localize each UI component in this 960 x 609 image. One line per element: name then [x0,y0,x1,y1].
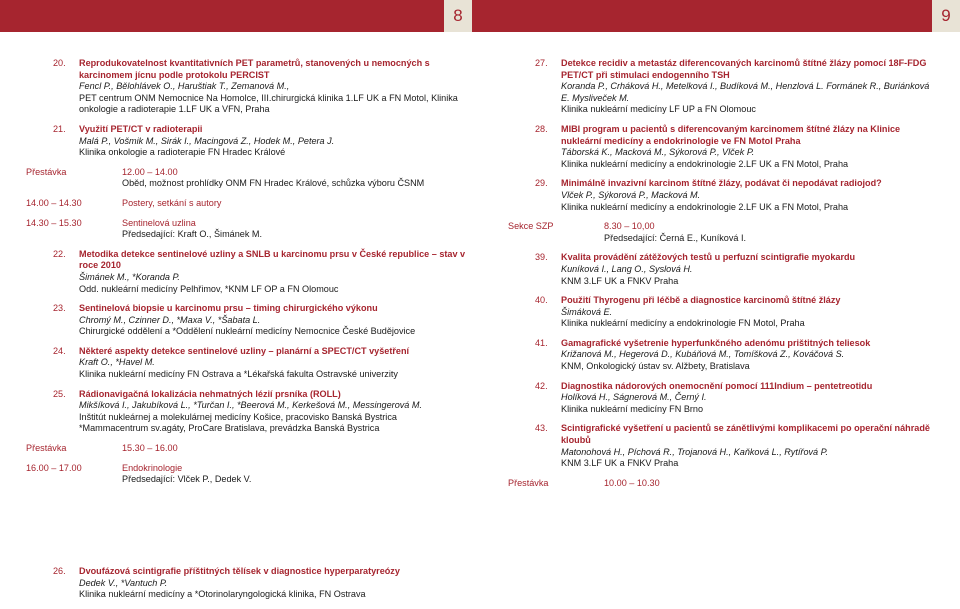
session-chair: Předsedající: Černá E., Kuníková I. [604,232,747,243]
item-authors: Kraft O., *Havel M. [79,357,155,368]
program-item [508,423,938,469]
left-column-bottom [26,566,466,609]
schedule-entry [26,167,466,190]
program-item [26,389,466,435]
session-title: Endokrinologie [122,462,183,473]
item-number: 39. [535,252,548,263]
item-authors: Mikšíková I., Jakubíková L., *Turčan I., *Beerová M., Kerkešová M., Messingerová M. [79,400,422,411]
schedule-entry [26,463,466,486]
item-institution: Chirurgické oddělení a *Oddělení nukleární medicíny Nemocnice České Budějovice [79,326,416,337]
item-institution: Klinika nukleární medicíny a endokrinologie 2.LF UK a FN Motol, Praha [561,201,849,212]
item-title: Rádionavigačná lokalizácia nehmatných lézií prsníka (ROLL) [79,388,341,399]
item-number: 29. [535,178,548,189]
session-chair: Předsedající: Vlček P., Dedek V. [122,474,252,485]
item-title: Scintigrafické vyšetření u pacientů se zánětlivými komplikacemi po operační náhradě kloubů [561,423,930,446]
program-item [26,249,466,295]
item-number: 22. [53,248,66,259]
top-bar [0,0,960,32]
item-title: Dvoufázová scintigrafie příštitných tělísek v diagnostice hyperparatyreózy [79,566,400,576]
program-item [508,58,938,116]
schedule-time: 16.00 – 17.00 [26,462,82,473]
item-authors: Križanová M., Hegerová D., Kubáňová M., Tomíšková Z., Kováčová S. [561,349,845,360]
item-title: Detekce recidiv a metastáz diferencovaných karcinomů štítné žlázy pomocí 18F-FDG PET/CT při stimulaci endogenního TSH [561,58,927,80]
item-title: Použití Thyrogenu při léčbě a diagnostice karcinomů štítné žlázy [561,295,841,306]
schedule-time: 12.00 – 14.00 [122,166,178,177]
item-institution: Klinika nukleární medicíny a endokrinologie 2.LF UK a FN Motol, Praha [561,158,849,169]
item-authors: Táborská K., Macková M., Sýkorová P., Vlček P. [561,147,755,158]
schedule-time: 10.00 – 10.30 [604,477,660,488]
program-item [26,566,466,601]
item-institution: Klinika nukleární medicíny a endokrinologie FN Motol, Praha [561,318,805,329]
schedule-entry [26,443,466,455]
item-authors: Dedek V., *Vantuch P. [79,577,168,588]
item-institution: KNM, Onkologický ústav sv. Alžbety, Bratislava [561,361,750,372]
item-number: 21. [53,123,66,134]
session-chair: Předsedající: Kraft O., Šimánek M. [122,229,262,240]
item-title: Reprodukovatelnost kvantitativních PET parametrů, stanovených u nemocných s karcinomem jícnu podle protokolu PERCIST [79,58,430,80]
schedule-label: Sekce SZP [508,221,554,232]
item-institution: Klinika nukleární medicíny LF UP a FN Olomouc [561,104,756,115]
program-item [26,346,466,381]
item-number: 27. [535,58,548,68]
schedule-label: Přestávka [508,477,549,488]
schedule-label: Přestávka [26,166,67,177]
program-item [26,58,466,116]
page-number-right: 9 [932,0,960,32]
item-authors: Šimáková E. [561,306,613,317]
program-item [508,381,938,416]
item-number: 23. [53,303,66,314]
program-item [508,178,938,213]
item-number: 25. [53,388,66,399]
schedule-time: 14.30 – 15.30 [26,217,82,228]
item-institution: KNM 3.LF UK a FNKV Praha [561,275,679,286]
item-institution: PET centrum ONM Nemocnice Na Homolce, III.chirurgická klinika 1.LF UK a FN Motol, Klinika onkologie a radioterapie 1.LF UK a VFN, Praha [79,92,458,115]
item-number: 42. [535,380,548,391]
schedule-entry [26,198,466,210]
item-title: Diagnostika nádorových onemocnění pomocí 111Indium – pentetreotidu [561,380,873,391]
item-number: 40. [535,295,548,306]
item-institution: Klinika nukleární medicíny FN Ostrava a *Lékařská fakulta Ostravské univerzity [79,369,398,380]
session-title: Sentinelová uzlina [122,217,196,228]
schedule-entry [508,478,938,490]
item-number: 43. [535,423,548,434]
item-authors: Kuníková I., Lang O., Syslová H. [561,263,693,274]
schedule-time: 14.00 – 14.30 [26,197,82,208]
item-title: Gamagrafické vyšetrenie hyperfunkčného adenómu prištitných teliesok [561,337,871,348]
program-item [508,252,938,287]
item-authors: Chromý M., Czinner D., *Maxa V., *Šabata L. [79,314,261,325]
session-title: Postery, setkání s autory [122,197,222,208]
page-number-left: 8 [444,0,472,32]
item-institution: *Mammacentrum sv.agáty, ProCare Bratislava, prevádzka Banská Bystrica [79,423,380,434]
item-authors: Matonohová H., Píchová R., Trojanová H., Kaňková L., Rytířová P. [561,446,829,457]
schedule-time: 15.30 – 16.00 [122,443,178,454]
schedule-entry [26,218,466,241]
item-title: MIBI program u pacientů s diferencovaným karcinomem štítné žlázy na Klinice nukleární medicíny a endokrinologie ve FN Motol Praha [561,123,901,146]
item-institution: Odd. nukleární medicíny Pelhřimov, *KNM LF OP a FN Olomouc [79,283,339,294]
item-number: 28. [535,123,548,134]
right-column [508,58,938,497]
item-institution: Klinika onkologie a radioterapie FN Hradec Králové [79,147,286,158]
item-institution: Inštitút nukleárnej a molekulárnej medicíny Košice, pracovisko Banská Bystrica [79,411,397,422]
item-title: Využití PET/CT v radioterapii [79,123,203,134]
item-title: Metodika detekce sentinelové uzliny a SNLB u karcinomu prsu v České republice – stav v roce 2010 [79,248,466,271]
schedule-entry [508,221,938,244]
program-item [26,303,466,338]
item-authors: Holíková H., Ságnerová M., Černý I. [561,392,707,403]
item-institution: KNM 3.LF UK a FNKV Praha [561,458,679,469]
item-institution: Klinika nukleární medicíny a *Otorinolaryngologická klinika, FN Ostrava [79,589,366,600]
item-authors: Malá P., Vošmik M., Sirák I., Macingová Z., Hodek M., Petera J. [79,135,335,146]
item-number: 20. [53,58,66,68]
item-authors: Šimánek M., *Koranda P. [79,271,180,282]
program-item [26,124,466,159]
program-item [508,124,938,170]
item-title: Některé aspekty detekce sentinelové uzliny – planární a SPECT/CT vyšetření [79,345,410,356]
program-item [508,338,938,373]
item-institution: Klinika nukleární medicíny FN Brno [561,403,704,414]
item-number: 24. [53,345,66,356]
item-authors: Vlček P., Sýkorová P., Macková M. [561,189,701,200]
item-authors: Koranda P., Crháková H., Metelková I., Budíková M., Henzlová L. Formánek R., Buriánková E. Mysliveček M. [561,81,930,103]
item-number: 41. [535,337,548,348]
schedule-time: 8.30 – 10,00 [604,221,655,232]
item-title: Kvalita provádění zátěžových testů u perfuzní scintigrafie myokardu [561,252,856,263]
item-authors: Fencl P., Bělohlávek O., Haruštiak T., Zemanová M., [79,81,290,92]
schedule-label: Přestávka [26,443,67,454]
item-title: Minimálně invazivní karcinom štítné žlázy, podávat či nepodávat radiojod? [561,178,882,189]
left-column [26,58,466,494]
item-title: Sentinelová biopsie u karcinomu prsu – timing chirurgického výkonu [79,303,378,314]
item-number: 26. [53,566,66,576]
program-item [508,295,938,330]
schedule-text: Oběd, možnost prohlídky ONM FN Hradec Králové, schůzka výboru ČSNM [122,178,425,189]
